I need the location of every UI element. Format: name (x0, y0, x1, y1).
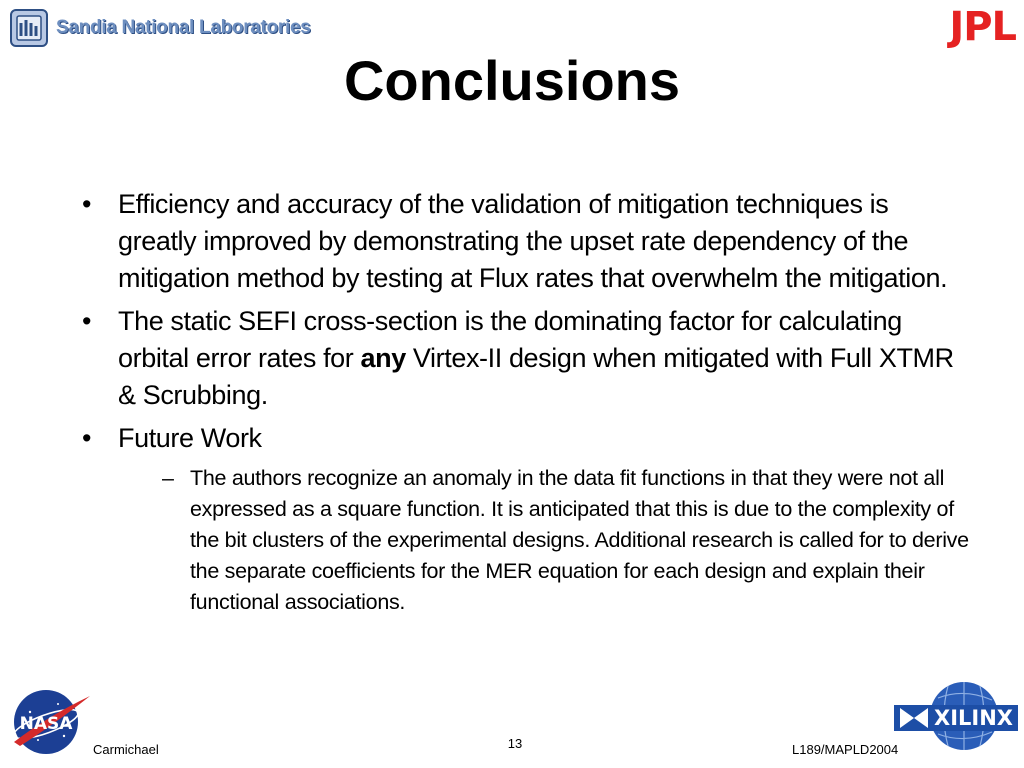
sub-bullet-item (162, 463, 980, 618)
bullet-marker: • (82, 423, 92, 453)
nasa-logo-text: NASA (19, 714, 73, 734)
bullet-item (82, 420, 962, 457)
bullet-marker: • (82, 306, 92, 336)
xilinx-logo-text: XILINX (934, 706, 1013, 730)
sub-bullet-marker: – (162, 466, 174, 490)
sandia-logo-icon (10, 9, 48, 47)
slide-title: Conclusions (343, 49, 681, 112)
bullet-text-end: Virtex-II design when mitigated with Full XTMR & Scrubbing. (118, 343, 954, 410)
sub-bullet-text: The authors recognize an anomaly in the data fit functions in that they were not all expressed as a square function. It is anticipated that this is due to the complexity of the bit clusters of the experimental designs. Additional research is called for to derive the separate coefficients for the MER equation for each design and explain their functional associations. (190, 466, 969, 614)
sandia-logo (10, 9, 311, 47)
xilinx-logo-icon (892, 678, 1022, 754)
nasa-logo-icon (8, 684, 92, 760)
bullet-text-bold: any (360, 343, 406, 373)
page-number: 13 (507, 736, 523, 751)
bullet-marker: • (82, 189, 92, 219)
footer-author: Carmichael (93, 742, 159, 757)
jpl-logo: JPL (949, 4, 1016, 50)
bullet-text-start: The static SEFI cross-section is the dominating factor for calculating orbital error rates for (118, 306, 902, 373)
bullet-text: Efficiency and accuracy of the validation of mitigation techniques is greatly improved by demonstrating the upset rate dependency of the mitigation method by testing at Flux rates that overwhelm the mitigation. (118, 189, 948, 293)
footer-reference: L189/MAPLD2004 (792, 742, 899, 757)
bullet-item (82, 186, 962, 297)
slide-content (82, 186, 969, 618)
bullet-text: Future Work (118, 423, 262, 453)
sandia-logo-text: Sandia National Laboratories (56, 17, 311, 38)
bullet-item (82, 303, 962, 414)
